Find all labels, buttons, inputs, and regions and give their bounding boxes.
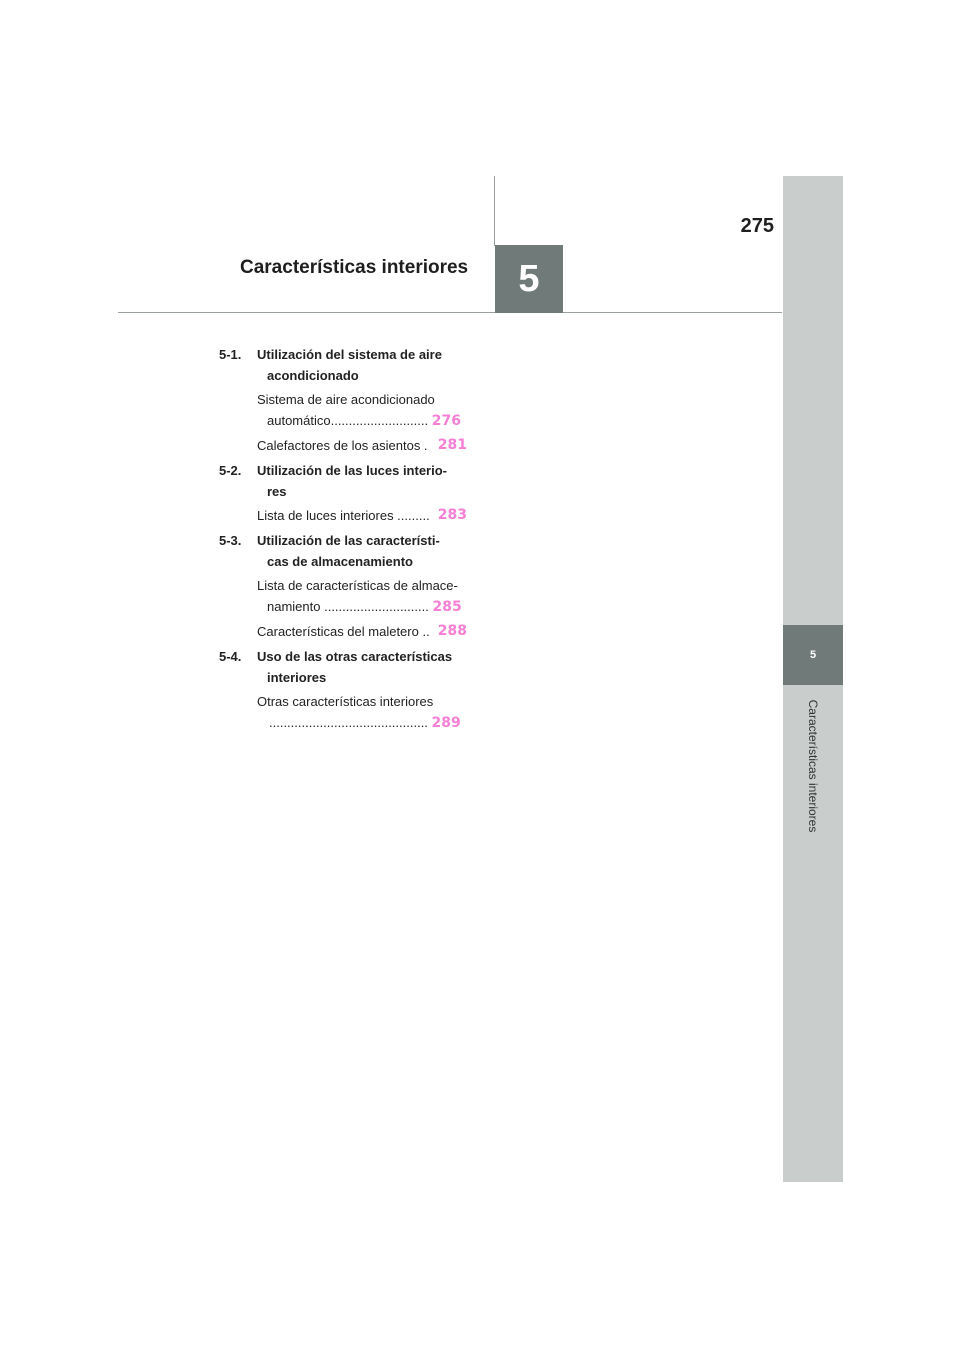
toc-section-5-3[interactable]: [219, 530, 467, 572]
header-divider-vertical: [494, 176, 495, 246]
table-of-contents: [219, 344, 467, 734]
toc-entry-luces-interiores[interactable]: [219, 505, 467, 526]
chapter-title: Características interiores: [240, 257, 469, 278]
section-title-line2: cas de almacenamiento: [267, 554, 413, 569]
side-chapter-tab[interactable]: [783, 625, 843, 685]
page-number: 275: [740, 215, 774, 237]
chapter-number: 5: [518, 257, 540, 300]
section-title-line1: Uso de las otras características: [257, 649, 453, 664]
entry-text-line1: Lista de características de almace-: [257, 578, 458, 593]
entry-text: Características del maletero ..: [257, 624, 430, 639]
section-title-line1: Utilización de las luces interio-: [257, 463, 447, 478]
entry-text-line1: Sistema de aire acondicionado: [257, 392, 435, 407]
section-number: 5-4.: [219, 649, 242, 664]
section-title-line2: interiores: [267, 670, 327, 685]
entry-text-line1: Otras características interiores: [257, 694, 434, 709]
section-number: 5-1.: [219, 347, 242, 362]
page-link[interactable]: 276: [431, 413, 461, 429]
page-link[interactable]: 283: [437, 507, 467, 523]
toc-section-5-2[interactable]: [219, 460, 467, 502]
entry-text: Lista de luces interiores .........: [257, 508, 430, 523]
page-link[interactable]: 288: [437, 623, 467, 639]
toc-entry-otras-caracteristicas[interactable]: [219, 691, 467, 734]
page-link[interactable]: 281: [437, 437, 467, 453]
header-divider-horizontal: [118, 312, 782, 313]
section-title-line1: Utilización de las característi-: [257, 533, 440, 548]
toc-entry-aire-acondicionado[interactable]: [219, 389, 467, 432]
side-tab-label: Características interiores: [806, 699, 820, 833]
page-link[interactable]: 285: [432, 599, 462, 615]
section-number: 5-3.: [219, 533, 242, 548]
section-title-line1: Utilización del sistema de aire: [257, 347, 442, 362]
side-tab-number: 5: [809, 649, 817, 661]
section-title-line2: res: [267, 484, 287, 499]
toc-entry-almacenamiento[interactable]: [219, 575, 467, 618]
section-title-line2: acondicionado: [267, 368, 359, 383]
entry-text-line2: ............................................: [269, 715, 428, 730]
section-number: 5-2.: [219, 463, 242, 478]
toc-section-5-1[interactable]: [219, 344, 467, 386]
entry-text-line2: namiento .............................: [267, 599, 429, 614]
entry-text-line2: automático...........................: [267, 413, 429, 428]
entry-text: Calefactores de los asientos .: [257, 438, 428, 453]
toc-entry-maletero[interactable]: [219, 621, 467, 642]
page-link[interactable]: 289: [431, 715, 461, 731]
chapter-number-box: [495, 245, 563, 313]
toc-section-5-4[interactable]: [219, 646, 467, 688]
toc-entry-calefactores[interactable]: [219, 435, 467, 456]
